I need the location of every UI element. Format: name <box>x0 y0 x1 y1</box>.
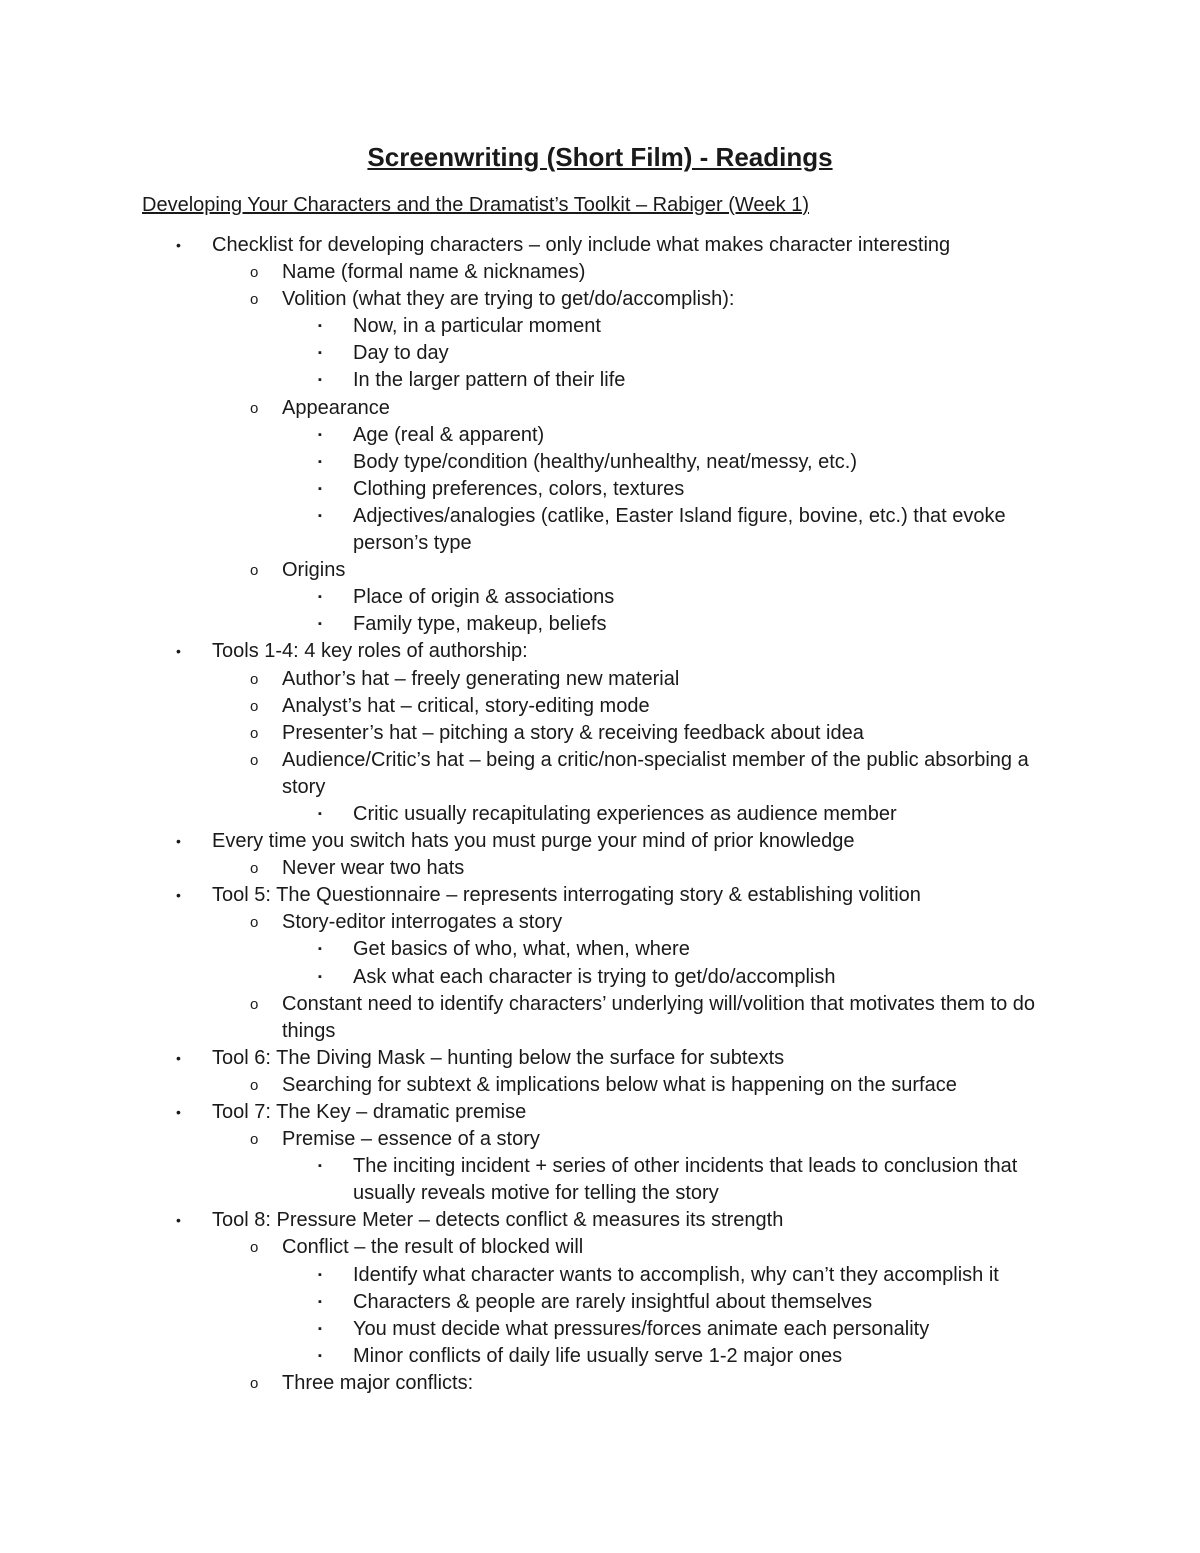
list-item <box>0 395 1200 422</box>
list-item-text: Appearance <box>282 396 390 419</box>
list-item-text: Audience/Critic’s hat – being a critic/non-specialist member of the public absorbing a story <box>282 748 1029 798</box>
list-item-text: Searching for subtext & implications below what is happening on the surface <box>282 1073 957 1096</box>
list-item <box>0 584 1200 611</box>
bullet-marker: • <box>176 833 181 850</box>
list-item-text: Constant need to identify characters’ underlying will/volition that motivates them to do things <box>282 992 1035 1042</box>
list-item <box>0 855 1200 882</box>
list-item-text: Now, in a particular moment <box>353 315 601 338</box>
circle-marker: o <box>250 995 259 1013</box>
bullet-marker: • <box>176 237 181 253</box>
list-item <box>0 801 1200 828</box>
list-item <box>0 259 1200 286</box>
square-marker: ▪ <box>318 455 322 468</box>
list-item-text: Never wear two hats <box>282 857 465 880</box>
bullet-marker: • <box>176 1212 181 1229</box>
circle-marker: o <box>250 1076 259 1094</box>
square-marker: ▪ <box>318 320 322 333</box>
circle-marker: o <box>250 914 259 932</box>
list-item <box>0 476 1200 503</box>
square-marker: ▪ <box>318 591 322 604</box>
circle-marker: o <box>250 1131 259 1149</box>
list-item-text: Author’s hat – freely generating new material <box>282 667 680 690</box>
bullet-marker: • <box>176 643 181 660</box>
list-item-text: Name (formal name & nicknames) <box>282 261 586 284</box>
square-marker: ▪ <box>318 482 322 495</box>
list-item-text: Tools 1-4: 4 key roles of authorship: <box>212 640 528 663</box>
list-item-text: Get basics of who, what, when, where <box>353 938 690 961</box>
list-item <box>0 503 1063 557</box>
list-item-text: Premise – essence of a story <box>282 1128 540 1151</box>
list-item <box>0 286 1200 313</box>
list-item <box>0 720 1200 747</box>
list-item <box>0 638 1200 665</box>
list-item-text: Presenter’s hat – pitching a story & receiving feedback about idea <box>282 721 864 744</box>
bullet-marker: • <box>176 1049 181 1066</box>
list-item <box>0 611 1200 638</box>
list-item-text: Adjectives/analogies (catlike, Easter Island figure, bovine, etc.) that evoke person’s type <box>353 504 1006 555</box>
list-item-text: Critic usually recapitulating experiences as audience member <box>353 802 897 825</box>
list-item <box>0 964 1200 991</box>
list-item-text: Tool 8: Pressure Meter – detects conflict & measures its strength <box>212 1209 784 1232</box>
list-item-text: Ask what each character is trying to get/do/accomplish <box>353 965 836 988</box>
list-item <box>0 747 1052 801</box>
list-item <box>0 1262 1200 1289</box>
list-item <box>0 828 1200 855</box>
list-item-text: Age (real & apparent) <box>353 423 545 446</box>
list-item-text: In the larger pattern of their life <box>353 369 626 392</box>
list-item <box>0 340 1200 367</box>
list-item <box>0 666 1200 693</box>
square-marker: ▪ <box>318 347 322 360</box>
circle-marker: o <box>250 670 259 688</box>
page-title: Screenwriting (Short Film) - Readings <box>367 142 833 172</box>
list-item <box>0 1289 1200 1316</box>
circle-marker: o <box>250 1239 259 1257</box>
list-item-text: Clothing preferences, colors, textures <box>353 477 685 500</box>
list-item <box>0 232 1200 259</box>
list-item-text: Story-editor interrogates a story <box>282 911 563 934</box>
list-item <box>0 909 1200 936</box>
square-marker: ▪ <box>318 1349 322 1362</box>
list-item <box>0 449 1200 476</box>
list-item <box>0 1045 1200 1072</box>
list-item <box>0 1370 1200 1397</box>
list-item-text: Minor conflicts of daily life usually serve 1-2 major ones <box>353 1344 843 1367</box>
list-item <box>0 557 1200 584</box>
square-marker: ▪ <box>318 1160 322 1173</box>
list-item <box>0 1234 1200 1261</box>
square-marker: ▪ <box>318 374 322 387</box>
square-marker: ▪ <box>318 509 322 522</box>
list-item <box>0 367 1200 394</box>
bullet-marker: • <box>176 887 181 904</box>
square-marker: ▪ <box>318 970 322 983</box>
list-item <box>0 1099 1200 1126</box>
list-item <box>0 1153 1063 1207</box>
circle-marker: o <box>250 399 259 417</box>
list-item-text: Place of origin & associations <box>353 586 615 609</box>
list-item <box>0 313 1200 340</box>
list-item <box>0 882 1200 909</box>
list-item <box>0 1343 1200 1370</box>
circle-marker: o <box>250 751 259 769</box>
square-marker: ▪ <box>318 807 322 820</box>
square-marker: ▪ <box>318 1322 322 1335</box>
square-marker: ▪ <box>318 1295 322 1308</box>
circle-marker: o <box>250 697 259 715</box>
list-item-text: Characters & people are rarely insightful about themselves <box>353 1290 873 1313</box>
list-item-text: Family type, makeup, beliefs <box>353 613 607 636</box>
list-item-text: Body type/condition (healthy/unhealthy, neat/messy, etc.) <box>353 450 857 473</box>
circle-marker: o <box>250 562 259 580</box>
square-marker: ▪ <box>318 943 322 956</box>
list-item <box>0 693 1200 720</box>
list-item-text: Origins <box>282 559 346 582</box>
list-item-text: The inciting incident + series of other incidents that leads to conclusion that usually reveals motive for telling the story <box>353 1155 1018 1205</box>
list-item-text: Checklist for developing characters – only include what makes character interesting <box>212 234 951 256</box>
list-item <box>0 422 1200 449</box>
square-marker: ▪ <box>318 618 322 631</box>
circle-marker: o <box>250 264 259 282</box>
list-item-text: Every time you switch hats you must purge your mind of prior knowledge <box>212 830 855 853</box>
circle-marker: o <box>250 860 259 878</box>
circle-marker: o <box>250 1374 259 1392</box>
list-item <box>0 936 1200 963</box>
list-item-text: Identify what character wants to accomplish, why can’t they accomplish it <box>353 1263 999 1286</box>
list-item-text: Analyst’s hat – critical, story-editing mode <box>282 694 650 717</box>
list-item <box>0 1207 1200 1234</box>
list-item-text: Tool 7: The Key – dramatic premise <box>212 1101 527 1123</box>
list-item <box>0 1126 1200 1153</box>
list-item-text: Day to day <box>353 342 449 365</box>
list-item <box>0 1316 1200 1343</box>
list-item-text: Conflict – the result of blocked will <box>282 1236 584 1259</box>
list-item <box>0 1072 1200 1099</box>
list-item-text: Tool 6: The Diving Mask – hunting below the surface for subtexts <box>212 1046 785 1069</box>
list-item <box>0 991 1052 1045</box>
list-item-text: You must decide what pressures/forces animate each personality <box>353 1317 930 1340</box>
square-marker: ▪ <box>318 1268 322 1281</box>
section-heading: Developing Your Characters and the Dramatist’s Toolkit – Rabiger (Week 1) <box>142 194 810 216</box>
list-item-text: Tool 5: The Questionnaire – represents interrogating story & establishing volition <box>212 884 921 907</box>
bullet-marker: • <box>176 1104 181 1120</box>
reading-notes-outline <box>0 232 1200 1397</box>
square-marker: ▪ <box>318 428 322 441</box>
list-item-text: Three major conflicts: <box>282 1371 474 1394</box>
circle-marker: o <box>250 724 259 742</box>
list-item-text: Volition (what they are trying to get/do/accomplish): <box>282 288 735 311</box>
circle-marker: o <box>250 291 259 309</box>
